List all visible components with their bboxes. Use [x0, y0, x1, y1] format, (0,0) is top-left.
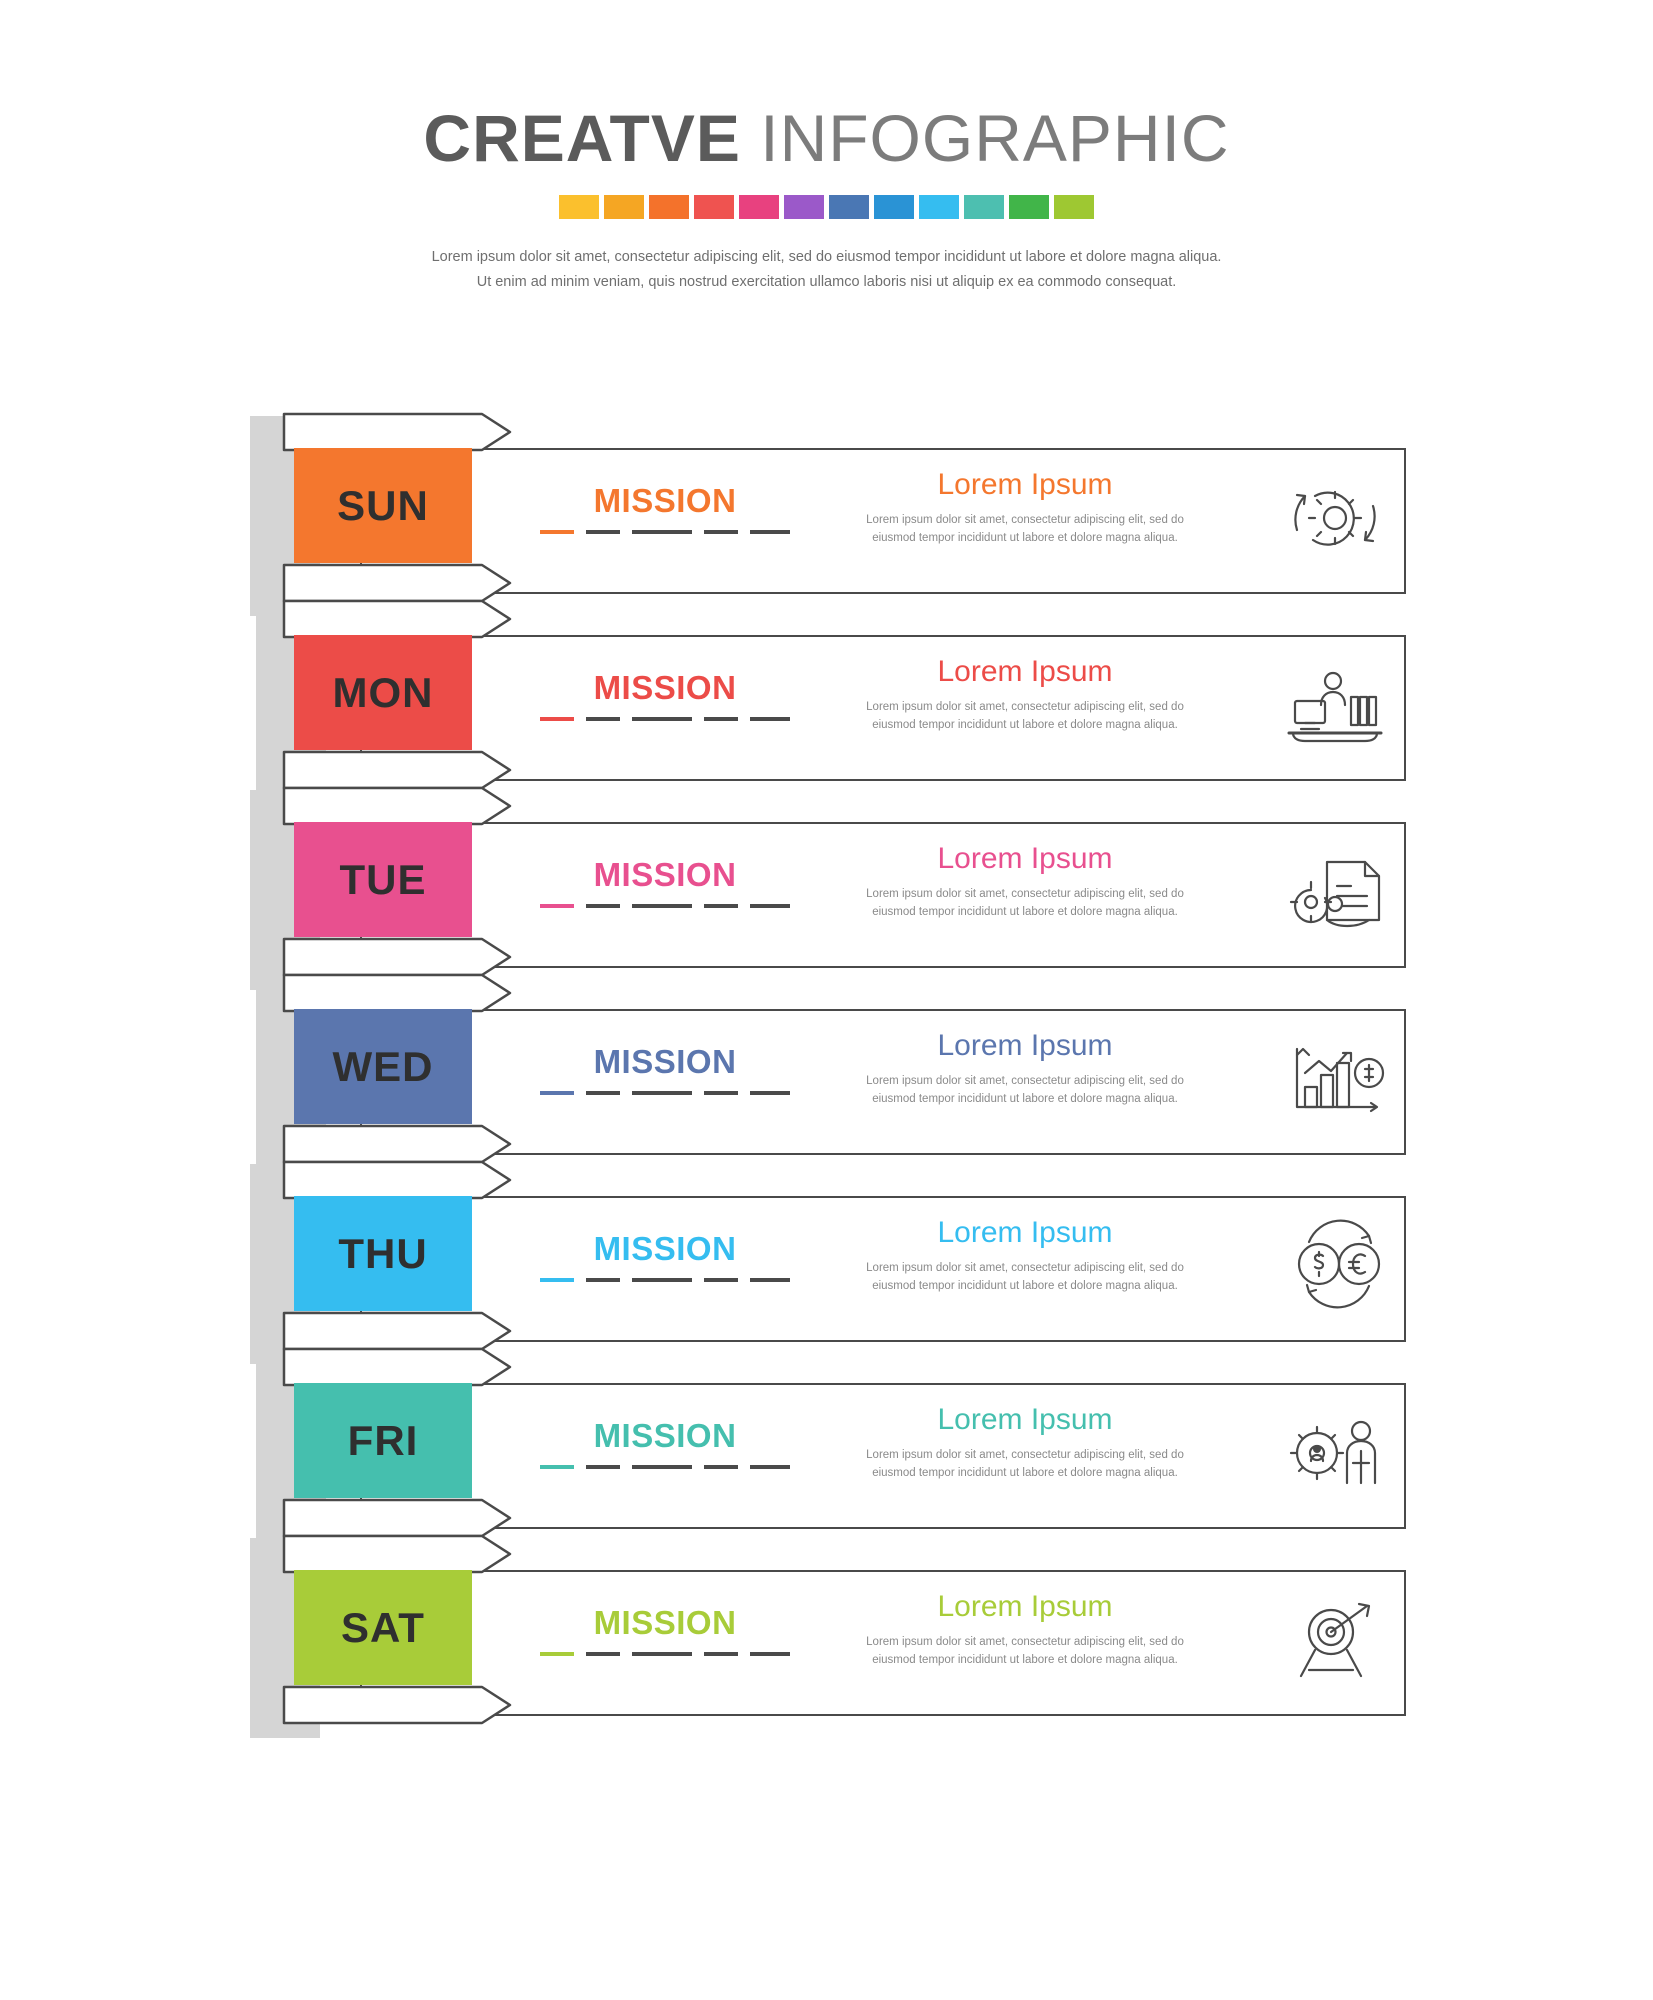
mission-title: MISSION [593, 1604, 737, 1641]
badge-bottom-fold [282, 1685, 532, 1721]
badge-bottom-fold [282, 563, 532, 599]
badge-top-fold [282, 599, 532, 635]
rows-container [0, 430, 1653, 1739]
palette-swatch [829, 195, 869, 219]
mission-title: MISSION [593, 1417, 737, 1454]
badge-bottom-fold [282, 750, 532, 786]
day-row[interactable] [0, 430, 1653, 617]
team-management-icon [1275, 1405, 1405, 1500]
badge-bottom-fold [282, 1498, 532, 1534]
dash-divider [540, 1465, 790, 1469]
mission-title: MISSION [593, 669, 737, 706]
day-badge[interactable] [294, 635, 472, 750]
row-description: Lorem ipsum dolor sit amet, consectetur adipiscing elit, sed do eiusmod tempor incididunt ut labore et dolore magna aliqua. [866, 701, 1184, 731]
day-badge[interactable] [294, 448, 472, 563]
palette-swatch [919, 195, 959, 219]
lorem-heading: Lorem Ipsum [937, 655, 1113, 688]
day-badge-wrap[interactable] [282, 1534, 532, 1719]
day-badge-wrap[interactable] [282, 973, 532, 1158]
palette-swatch [964, 195, 1004, 219]
day-label: SAT [341, 1603, 425, 1651]
dash-divider [540, 530, 790, 534]
desk-worker-icon [1275, 657, 1405, 752]
target-arrow-icon [1275, 1592, 1405, 1687]
row-description: Lorem ipsum dolor sit amet, consectetur adipiscing elit, sed do eiusmod tempor incididunt ut labore et dolore magna aliqua. [866, 1262, 1184, 1292]
badge-bottom-fold [282, 1124, 532, 1160]
day-badge-wrap[interactable] [282, 786, 532, 971]
palette-swatch [649, 195, 689, 219]
day-label: SUN [337, 481, 429, 529]
day-row[interactable] [0, 991, 1653, 1178]
subtitle-line-2: Ut enim ad minim veniam, quis nostrud exercitation ullamco laboris nisi ut aliquip ex ea commodo consequat. [476, 274, 1177, 291]
dash-divider [540, 1091, 790, 1095]
day-badge-wrap[interactable] [282, 1160, 532, 1345]
day-badge-wrap[interactable] [282, 1347, 532, 1532]
day-row[interactable] [0, 1552, 1653, 1739]
lorem-heading: Lorem Ipsum [937, 842, 1113, 875]
dash-divider [540, 1652, 790, 1656]
row-description: Lorem ipsum dolor sit amet, consectetur adipiscing elit, sed do eiusmod tempor incididunt ut labore et dolore magna aliqua. [866, 1636, 1184, 1666]
document-gear-icon [1275, 844, 1405, 939]
palette-swatch [784, 195, 824, 219]
palette-swatch [604, 195, 644, 219]
day-row[interactable] [0, 804, 1653, 991]
gear-arrows-icon [1275, 470, 1405, 565]
day-badge-wrap[interactable] [282, 599, 532, 784]
palette-swatch [1009, 195, 1049, 219]
palette-swatch [559, 195, 599, 219]
day-badge[interactable] [294, 1196, 472, 1311]
mission-title: MISSION [593, 856, 737, 893]
mission-title: MISSION [593, 482, 737, 519]
palette-swatch [739, 195, 779, 219]
day-row[interactable] [0, 1178, 1653, 1365]
badge-top-fold [282, 412, 532, 448]
row-description: Lorem ipsum dolor sit amet, consectetur adipiscing elit, sed do eiusmod tempor incididunt ut labore et dolore magna aliqua. [866, 514, 1184, 544]
row-description: Lorem ipsum dolor sit amet, consectetur adipiscing elit, sed do eiusmod tempor incididunt ut labore et dolore magna aliqua. [866, 888, 1184, 918]
badge-top-fold [282, 973, 532, 1009]
day-label: WED [332, 1042, 434, 1090]
header [0, 101, 1653, 296]
badge-bottom-fold [282, 937, 532, 973]
title-light: INFOGRAPHIC [760, 101, 1230, 175]
day-label: THU [338, 1229, 428, 1277]
row-description: Lorem ipsum dolor sit amet, consectetur adipiscing elit, sed do eiusmod tempor incididunt ut labore et dolore magna aliqua. [866, 1449, 1184, 1479]
palette-swatch [874, 195, 914, 219]
badge-bottom-fold [282, 1311, 532, 1347]
day-row[interactable] [0, 1365, 1653, 1552]
currency-exchange-icon [1275, 1218, 1405, 1313]
lorem-heading: Lorem Ipsum [937, 468, 1113, 501]
day-badge-wrap[interactable] [282, 412, 532, 597]
dash-divider [540, 904, 790, 908]
title-bold: CREATVE [423, 101, 741, 175]
day-label: MON [332, 668, 434, 716]
subtitle [0, 245, 1653, 296]
badge-top-fold [282, 786, 532, 822]
day-label: FRI [347, 1416, 419, 1464]
badge-top-fold [282, 1160, 532, 1196]
dash-divider [540, 717, 790, 721]
palette-swatch [1054, 195, 1094, 219]
page-title [0, 101, 1653, 175]
row-description: Lorem ipsum dolor sit amet, consectetur adipiscing elit, sed do eiusmod tempor incididunt ut labore et dolore magna aliqua. [866, 1075, 1184, 1105]
mission-title: MISSION [593, 1043, 737, 1080]
badge-top-fold [282, 1534, 532, 1570]
badge-top-fold [282, 1347, 532, 1383]
subtitle-line-1: Lorem ipsum dolor sit amet, consectetur adipiscing elit, sed do eiusmod tempor incididunt ut labore et dolore magna aliqua. [431, 249, 1222, 265]
day-badge[interactable] [294, 1570, 472, 1685]
day-badge[interactable] [294, 1009, 472, 1124]
palette-swatch [694, 195, 734, 219]
lorem-heading: Lorem Ipsum [937, 1029, 1113, 1062]
day-badge[interactable] [294, 1383, 472, 1498]
color-swatch-strip [0, 195, 1653, 219]
day-label: TUE [339, 855, 427, 903]
lorem-heading: Lorem Ipsum [937, 1216, 1113, 1249]
dash-divider [540, 1278, 790, 1282]
lorem-heading: Lorem Ipsum [937, 1590, 1113, 1623]
day-badge[interactable] [294, 822, 472, 937]
day-row[interactable] [0, 617, 1653, 804]
bar-chart-money-icon [1275, 1031, 1405, 1126]
mission-title: MISSION [593, 1230, 737, 1267]
lorem-heading: Lorem Ipsum [937, 1403, 1113, 1436]
